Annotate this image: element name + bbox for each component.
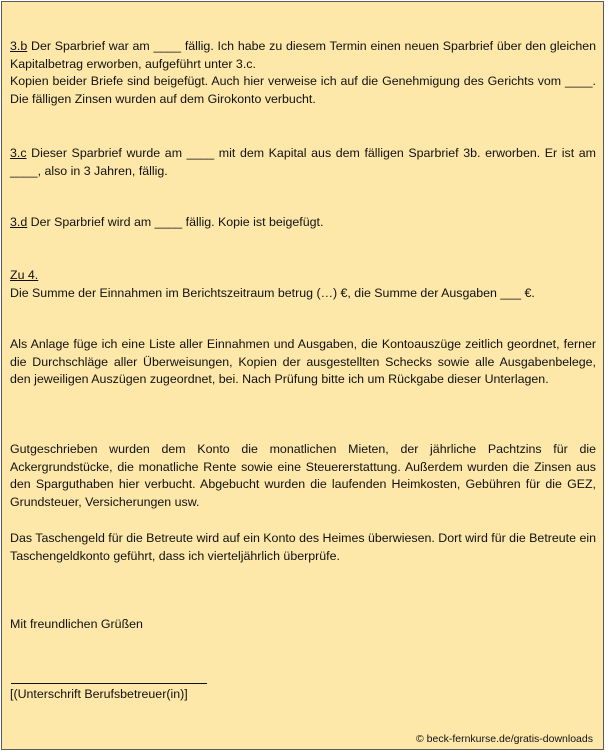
paragraph-3d-text: Der Sparbrief wird am ____ fällig. Kopie ist beigefügt. — [27, 215, 324, 229]
paragraph-3b-line2: Kopien beider Briefe sind beigefügt. Auch hier verweise ich auf die Genehmigung des Gerichts vom ____. Die fälligen Zinsen wurden auf dem Girokonto verbucht. — [10, 74, 596, 106]
paragraph-3c-text: Dieser Sparbrief wurde am ____ mit dem Kapital aus dem fälligen Sparbrief 3b. erworben. Er ist am ____, also in 3 Jahren, fällig. — [10, 146, 596, 178]
signature-label: [(Unterschrift Berufsbetreuer(in)] — [10, 687, 188, 701]
letter-page — [1, 1, 604, 750]
section-ref-3c: 3.c — [10, 146, 27, 160]
paragraph-anlage: Als Anlage füge ich eine Liste aller Einnahmen und Ausgaben, die Kontoauszüge zeitlich geordnet, ferner die Durchschläge aller Überweisungen, Kopien der ausgestellten Schecks sowie alle Ausgabenbelege, den jeweiligen Auszügen zugeordnet, bei. Nach Prüfung bitte ich um Rückgabe dieser Unterlagen. — [10, 337, 596, 386]
paragraph-gutschrift: Gutgeschrieben wurden dem Konto die monatlichen Mieten, der jährliche Pachtzins für die Ackergrundstücke, die monatliche Rente sowie eine Steuererstattung. Außerdem wurden die Zinsen aus den Sparguthaben hier verbucht. Abgebucht wurden die laufenden Heimkosten, Gebühren für die GEZ, Grundsteuer, Versicherungen usw. — [10, 442, 596, 509]
paragraph-4 — [10, 267, 596, 302]
closing-greeting: Mit freundlichen Grüßen — [10, 617, 143, 631]
paragraph-3b-line1: Der Sparbrief war am ____ fällig. Ich habe zu diesem Termin einen neuen Sparbrief über den gleichen Kapitalbetrag erworben, aufgeführt unter 3.c. — [10, 39, 596, 71]
paragraph-3b — [10, 38, 596, 108]
paragraph-3d — [10, 214, 596, 232]
section-ref-3d: 3.d — [10, 215, 28, 229]
signature-line — [11, 683, 207, 684]
copyright-footer: © beck-fernkurse.de/gratis-downloads — [416, 733, 593, 745]
paragraph-4-text: Die Summe der Einnahmen im Berichtszeitraum betrug (…) €, die Summe der Ausgaben ___ €. — [10, 285, 535, 300]
paragraph-taschengeld: Das Taschengeld für die Betreute wird auf ein Konto des Heimes überwiesen. Dort wird für die Betreute ein Taschengeldkonto geführt, dass ich vierteljährlich überprüfe. — [10, 531, 596, 563]
section-ref-3b: 3.b — [10, 39, 28, 53]
paragraph-3c — [10, 145, 596, 180]
section-heading-4: Zu 4. — [10, 268, 39, 282]
